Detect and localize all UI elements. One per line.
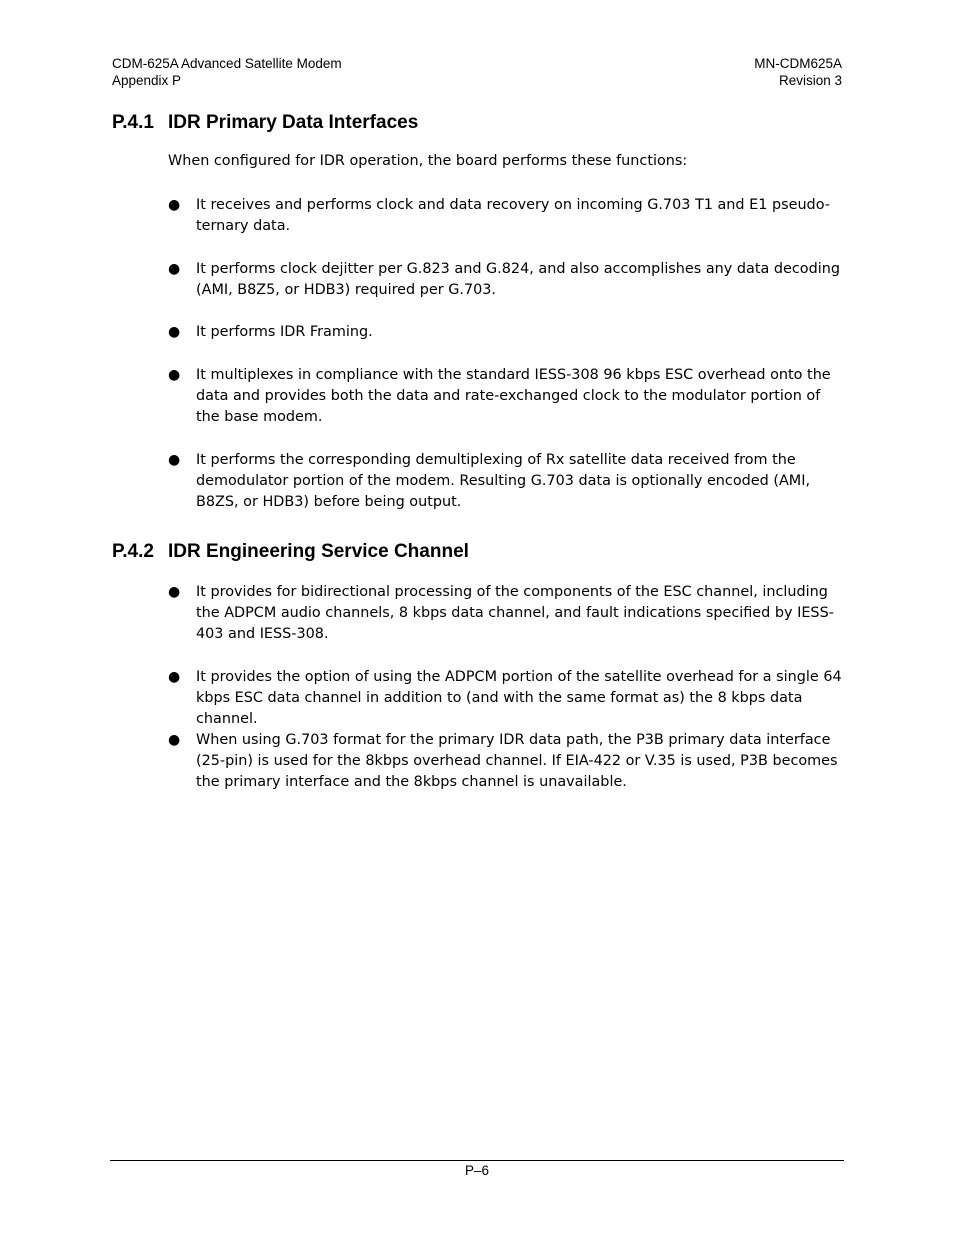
list-item-text: It performs the corresponding demultiplexing of Rx satellite data received from the demodulator portion of the modem. Resulting G.703 data is optionally encoded (AMI, B8ZS, or HDB3) before being output. — [196, 452, 811, 510]
bullet-icon: ● — [168, 732, 181, 748]
document-number: MN-CDM625A — [754, 56, 842, 71]
page-number: P–6 — [464, 1163, 490, 1178]
running-header-left — [112, 56, 342, 89]
list-item — [168, 259, 844, 301]
list-item-text: It performs IDR Framing. — [196, 324, 373, 340]
appendix-label: Appendix P — [112, 72, 182, 88]
list-item-text: It provides for bidirectional processing of the components of the ESC channel, including the ADPCM audio channels, 8 kbps data channel, and fault indications specified by IESS-403 and IESS-308. — [196, 584, 834, 642]
list-item — [168, 450, 844, 513]
section-title: IDR Primary Data Interfaces — [168, 112, 419, 133]
bullet-icon: ● — [168, 669, 181, 685]
bullet-icon: ● — [168, 584, 181, 600]
list-item-text: When using G.703 format for the primary IDR data path, the P3B primary data interface (25-pin) is used for the 8kbps overhead channel. If EIA-422 or V.35 is used, P3B becomes the primary interface and the 8kbps channel is unavailable. — [196, 732, 838, 790]
list-item — [168, 322, 844, 343]
list-item-text: It multiplexes in compliance with the standard IESS-308 96 kbps ESC overhead onto the data and provides both the data and rate-exchanged clock to the modulator portion of the base modem. — [196, 367, 831, 425]
list-item — [168, 365, 844, 428]
section-heading-p42 — [112, 541, 469, 563]
list-item — [168, 582, 844, 645]
bullet-icon: ● — [168, 452, 181, 468]
list-item-text: It provides the option of using the ADPCM portion of the satellite overhead for a single 64 kbps ESC data channel in addition to (and with the same format as) the 8 kbps data channel. — [196, 669, 842, 727]
list-item — [168, 730, 844, 793]
list-item-text: It performs clock dejitter per G.823 and G.824, and also accomplishes any data decoding (AMI, B8Z5, or HDB3) required per G.703. — [196, 261, 840, 298]
list-item — [168, 195, 844, 237]
section-number: P.4.1 — [112, 112, 154, 133]
section-number: P.4.2 — [112, 541, 154, 562]
list-item — [168, 667, 844, 730]
footer-divider — [110, 1160, 844, 1161]
section-heading-p41 — [112, 112, 418, 134]
section-title: IDR Engineering Service Channel — [168, 541, 469, 562]
bullet-icon: ● — [168, 367, 181, 383]
bullet-icon: ● — [168, 324, 181, 340]
document-title: CDM-625A Advanced Satellite Modem — [112, 56, 342, 71]
bullet-icon: ● — [168, 261, 181, 277]
revision-label: Revision 3 — [778, 72, 842, 88]
running-header-right — [754, 56, 842, 89]
list-item-text: It receives and performs clock and data recovery on incoming G.703 T1 and E1 pseudo-ternary data. — [196, 197, 830, 234]
section-intro: When configured for IDR operation, the board performs these functions: — [168, 153, 688, 169]
bullet-icon: ● — [168, 197, 181, 213]
